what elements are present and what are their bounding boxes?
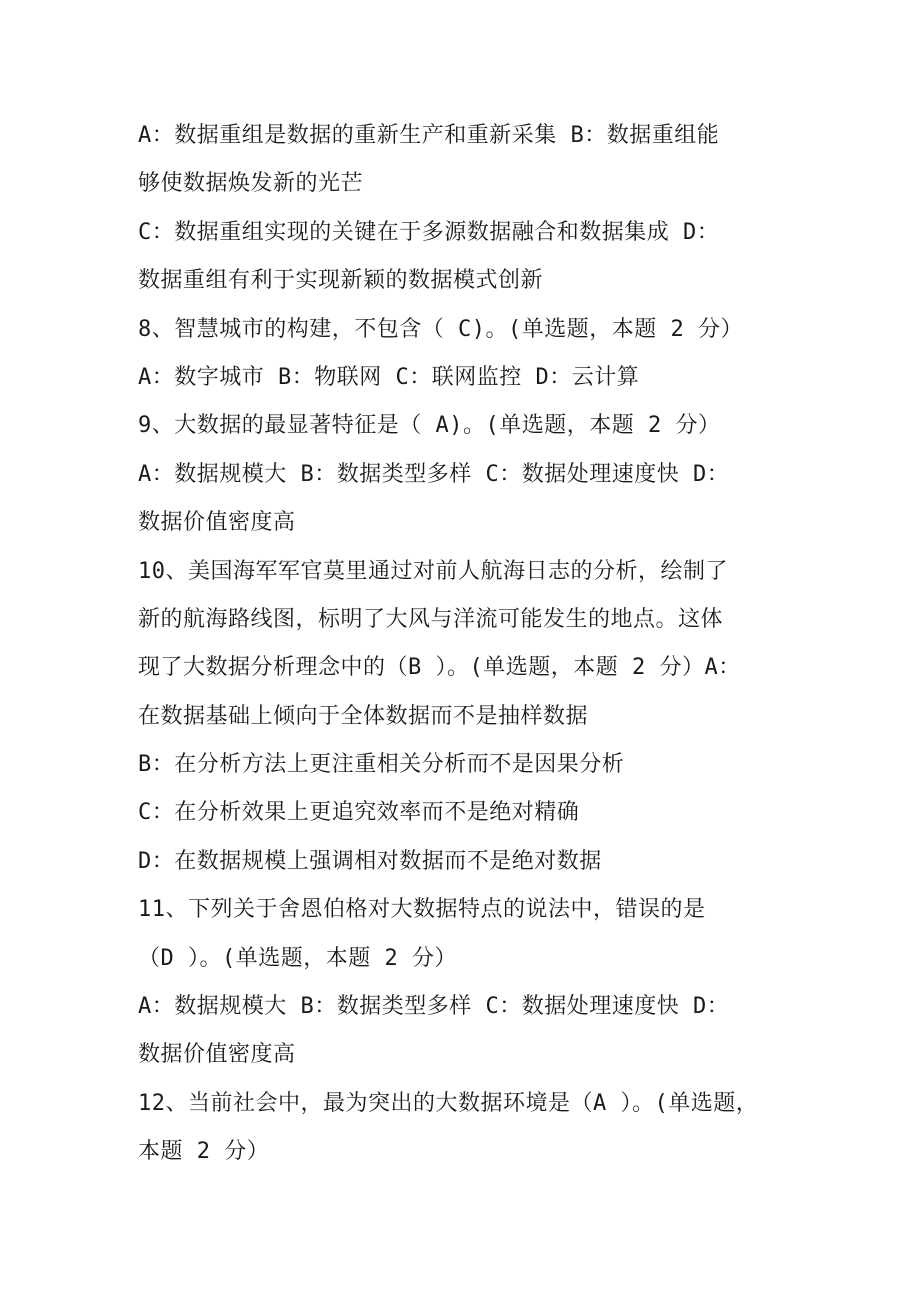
- question-10-option-c: C：在分析效果上更追究效率而不是绝对精确: [138, 800, 580, 826]
- question-11: 11、下列关于舍恩伯格对大数据特点的说法中，错误的是: [138, 897, 706, 923]
- question-9: 9、大数据的最显著特征是（ A)。(单选题，本题 2 分）: [138, 413, 721, 439]
- question-8-options: A：数字城市 B：物联网 C：联网监控 D：云计算: [138, 364, 640, 390]
- text-line: （D ）。(单选题，本题 2 分）: [138, 945, 457, 971]
- text-line: 数据价值密度高: [138, 510, 296, 536]
- text-line: 本题 2 分）: [138, 1139, 270, 1165]
- text-line: C：数据重组实现的关键在于多源数据融合和数据集成 D：: [138, 219, 720, 245]
- text-line: A：数据重组是数据的重新生产和重新采集 B：数据重组能: [138, 123, 720, 148]
- text-line: 数据价值密度高: [138, 1042, 296, 1068]
- question-10-option-b: B：在分析方法上更注重相关分析而不是因果分析: [138, 752, 625, 778]
- text-line: 在数据基础上倾向于全体数据而不是抽样数据: [138, 703, 589, 729]
- text-line: 新的航海路线图，标明了大风与洋流可能发生的地点。这体: [138, 606, 724, 632]
- document-body: [138, 112, 788, 1177]
- question-11-options: A：数据规模大 B：数据类型多样 C：数据处理速度快 D：: [138, 994, 730, 1020]
- question-8: 8、智慧城市的构建，不包含（ C)。(单选题，本题 2 分）: [138, 316, 743, 342]
- text-line: 够使数据焕发新的光芒: [138, 171, 364, 197]
- question-10: 10、美国海军军官莫里通过对前人航海日志的分析，绘制了: [138, 558, 728, 584]
- text-line: 现了大数据分析理念中的（B ）。(单选题，本题 2 分）A：: [138, 655, 741, 681]
- text-line: 数据重组有利于实现新颖的数据模式创新: [138, 268, 544, 294]
- question-12: 12、当前社会中，最为突出的大数据环境是（A ）。(单选题，: [138, 1090, 759, 1116]
- question-10-option-d: D：在数据规模上强调相对数据而不是绝对数据: [138, 848, 602, 874]
- question-9-options: A：数据规模大 B：数据类型多样 C：数据处理速度快 D：: [138, 461, 730, 487]
